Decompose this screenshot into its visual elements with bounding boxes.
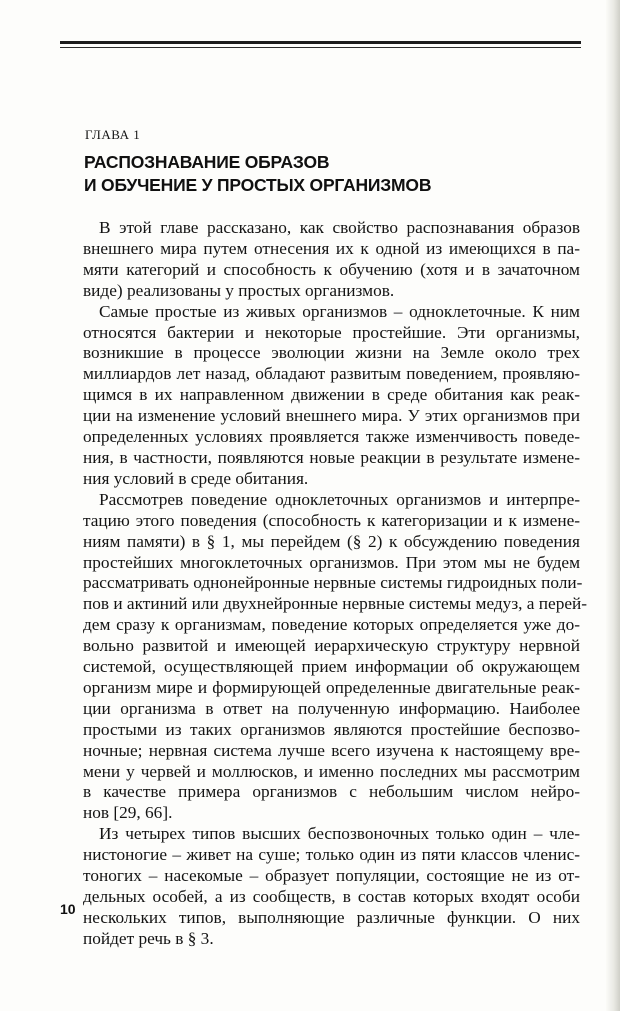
- chapter-label: ГЛАВА 1: [85, 127, 141, 142]
- chapter-title: [84, 151, 544, 197]
- chapter-title-line: И ОБУЧЕНИЕ У ПРОСТЫХ ОРГАНИЗМОВ: [84, 175, 432, 195]
- text-line: организм мире и формирующей определенные двигательные реак-: [83, 677, 580, 697]
- text-line: простейших многоклеточных организмов. При этом мы не будем: [83, 552, 580, 572]
- text-line: ния условий в среде обитания.: [83, 468, 309, 488]
- text-line: щимся в их направленном движении в среде обитания как реак-: [83, 385, 580, 405]
- text-line: пойдет речь в § 3.: [83, 928, 214, 948]
- text-line: системой, осуществляющей прием информации об окружающем: [83, 657, 580, 677]
- text-line: простыми из таких организмов являются простейшие беспозво-: [83, 719, 580, 739]
- text-line: ниям памяти) в § 1, мы перейдем (§ 2) к обсуждению поведения: [83, 531, 580, 551]
- text-line: вольно развитой и имеющей иерархическую структуру нервной: [83, 636, 580, 656]
- page-edge-shadow: [606, 0, 620, 1011]
- text-line: ции на изменение условий внешнего мира. У этих организмов при: [83, 406, 580, 426]
- text-line: дем сразу к организмам, поведение которых определяется уже до-: [83, 615, 580, 635]
- text-line: рассматривать однонейронные нервные системы гидроидных поли-: [83, 573, 583, 593]
- text-line: ния, в частности, появляются новые реакции в результате измене-: [83, 447, 580, 467]
- paragraph-invertebrates: [83, 824, 580, 949]
- text-line: Самые простые из живых организмов – одноклеточные. К ним: [99, 301, 580, 321]
- text-line: Рассмотрев поведение одноклеточных организмов и интерпре-: [99, 489, 580, 509]
- body-text: [83, 218, 588, 950]
- text-line: нов [29, 66].: [83, 803, 173, 823]
- header-rule-thin: [60, 47, 581, 48]
- text-line: внешнего мира путем отнесения их к одной из имеющихся в па-: [83, 238, 580, 258]
- paragraph-intro: [83, 218, 580, 302]
- paragraph-multicellular: [83, 489, 588, 825]
- text-line: тацию этого поведения (способность к категоризации и к измене-: [83, 510, 580, 530]
- text-line: дельных особей, а из сообществ, в состав которых входят особи: [83, 887, 580, 906]
- header-rule-thick: [60, 41, 581, 44]
- text-line: виде) реализованы у простых организмов.: [83, 280, 395, 300]
- text-line: Из четырех типов высших беспозвоночных только один – чле-: [99, 824, 580, 844]
- text-line: В этой главе рассказано, как свойство распознавания образов: [99, 218, 580, 237]
- text-line: возникшие в процессе эволюции жизни на Земле около трех: [83, 343, 580, 363]
- text-line: определенных условиях проявляется также изменчивость поведе-: [83, 427, 580, 447]
- paragraph-unicellular: [83, 302, 580, 490]
- text-line: относятся бактерии и некоторые простейшие. Эти организмы,: [83, 322, 580, 342]
- chapter-title-line: РАСПОЗНАВАНИЕ ОБРАЗОВ: [84, 152, 330, 172]
- text-line: мени у червей и моллюсков, и именно последних мы рассмотрим: [83, 761, 580, 781]
- text-line: в качестве примера организмов с небольшим числом нейро-: [83, 782, 580, 802]
- text-line: ции организма в ответ на полученную информацию. Наиболее: [83, 698, 580, 718]
- text-line: ночные; нервная система лучше всего изучена к настоящему вре-: [83, 740, 580, 760]
- text-line: тоногих – насекомые – образует популяции, состоящие не из от-: [83, 866, 580, 886]
- text-line: нескольких типов, выполняющие различные функции. О них: [83, 907, 580, 927]
- text-line: пов и актиний или двухнейронные нервные системы медуз, а перей-: [83, 594, 588, 614]
- text-line: миллиардов лет назад, обладают развитым поведением, проявляю-: [83, 364, 580, 384]
- text-line: нистоногие – живет на суше; только один из пяти классов членис-: [83, 845, 580, 865]
- page-number: 10: [60, 901, 76, 917]
- text-line: мяти категорий и способность к обучению (хотя и в зачаточном: [83, 259, 580, 279]
